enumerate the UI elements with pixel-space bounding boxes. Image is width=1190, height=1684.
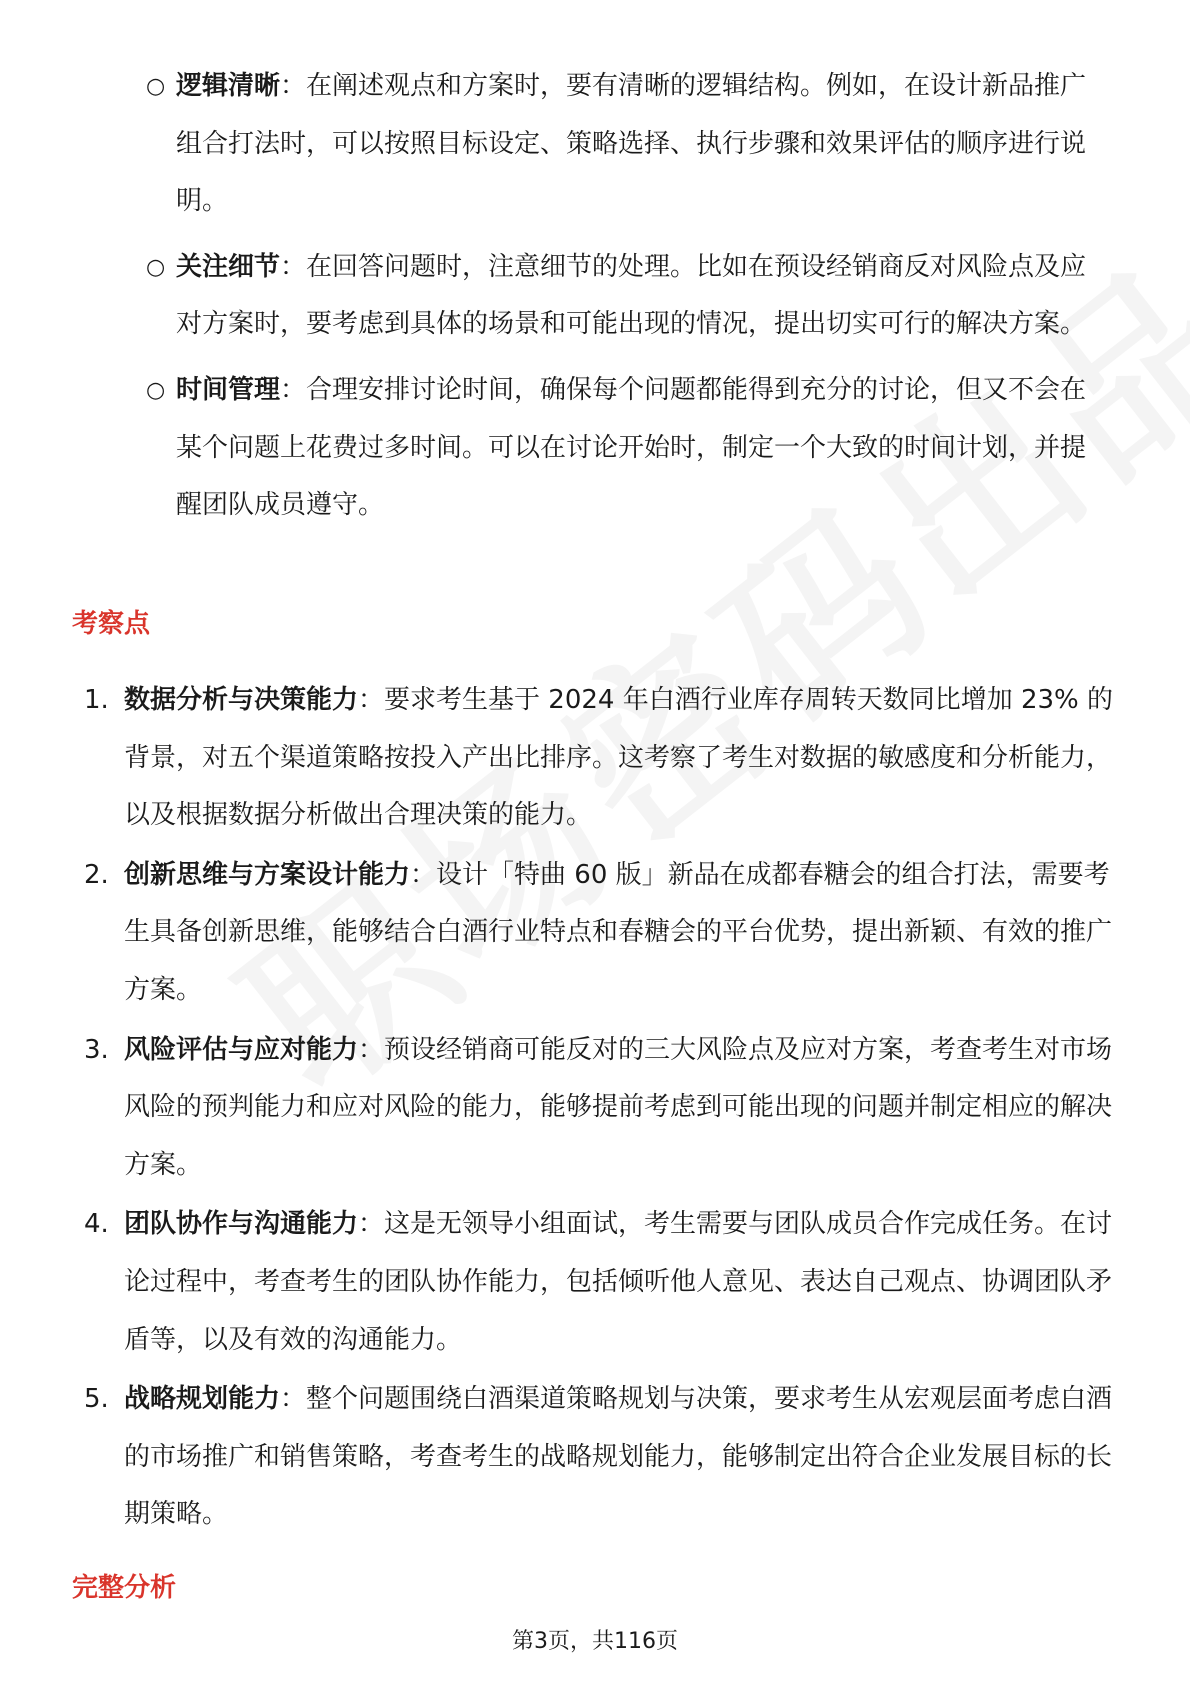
item-number: 5.	[84, 1384, 109, 1415]
list-item	[84, 1196, 1114, 1369]
circle-bullet-icon: ○	[146, 377, 166, 403]
list-item	[84, 847, 1114, 1020]
circle-bullet-icon: ○	[146, 74, 166, 99]
bullet-item	[146, 362, 1106, 535]
bullet-item	[146, 239, 1106, 354]
item-number: 2.	[84, 859, 109, 890]
item-number: 1.	[84, 685, 109, 715]
bullet-text: ：合理安排讨论时间，确保每个问题都能得到充分的讨论，但又不会在某个问题上花费过多时间。可以在讨论开始时，制定一个大致的时间计划，并提醒团队成员遵守。	[176, 374, 1087, 521]
section-title-kaocha: 考察点	[72, 609, 151, 639]
point-term: 团队协作与沟通能力	[124, 1209, 359, 1240]
list-item	[84, 672, 1114, 845]
bullet-text: ：在回答问题时，注意细节的处理。比如在预设经销商反对风险点及应对方案时，要考虑到具体的场景和可能出现的情况，提出切实可行的解决方案。	[176, 251, 1087, 340]
bullet-term: 关注细节	[176, 251, 281, 282]
point-text: ：要求考生基于 2024 年白酒行业库存周转天数同比增加 23% 的背景，对五个渠道策略按投入产出比排序。这考察了考生对数据的敏感度和分析能力，以及根据数据分析做出合理决策的能力。	[124, 685, 1114, 831]
point-term: 风险评估与应对能力	[124, 1034, 359, 1065]
point-text: ：预设经销商可能反对的三大风险点及应对方案，考查考生对市场风险的预判能力和应对风险的能力，能够提前考虑到可能出现的问题并制定相应的解决方案。	[124, 1034, 1113, 1180]
point-term: 战略规划能力	[124, 1384, 281, 1415]
point-text: ：这是无领导小组面试，考生需要与团队成员合作完成任务。在讨论过程中，考查考生的团队协作能力，包括倾听他人意见、表达自己观点、协调团队矛盾等，以及有效的沟通能力。	[124, 1209, 1113, 1355]
bullet-term: 时间管理	[176, 374, 281, 405]
point-text: ：整个问题围绕白酒渠道策略规划与决策，要求考生从宏观层面考虑白酒的市场推广和销售策略，考查考生的战略规划能力，能够制定出符合企业发展目标的长期策略。	[124, 1384, 1113, 1530]
section-title-analysis: 完整分析	[72, 1573, 177, 1603]
point-text: ：设计「特曲 60 版」新品在成都春糖会的组合打法，需要考生具备创新思维，能够结合白酒行业特点和春糖会的平台优势，提出新颖、有效的推广方案。	[124, 859, 1113, 1005]
tips-bullet-list	[0, 58, 1190, 535]
bullet-text: ：在阐述观点和方案时，要有清晰的逻辑结构。例如，在设计新品推广组合打法时，可以按照目标设定、策略选择、执行步骤和效果评估的顺序进行说明。	[176, 71, 1087, 217]
point-term: 创新思维与方案设计能力	[124, 859, 411, 890]
item-number: 3.	[84, 1034, 109, 1065]
bullet-term: 逻辑清晰	[176, 71, 281, 101]
item-number: 4.	[84, 1209, 109, 1240]
point-term: 数据分析与决策能力	[124, 685, 359, 715]
list-item	[84, 1022, 1114, 1195]
bullet-item	[146, 58, 1106, 231]
assessment-points-list	[0, 672, 1190, 1544]
page-number-footer: 第3页，共116页	[512, 1629, 678, 1654]
list-item	[84, 1371, 1114, 1544]
circle-bullet-icon: ○	[146, 254, 166, 280]
